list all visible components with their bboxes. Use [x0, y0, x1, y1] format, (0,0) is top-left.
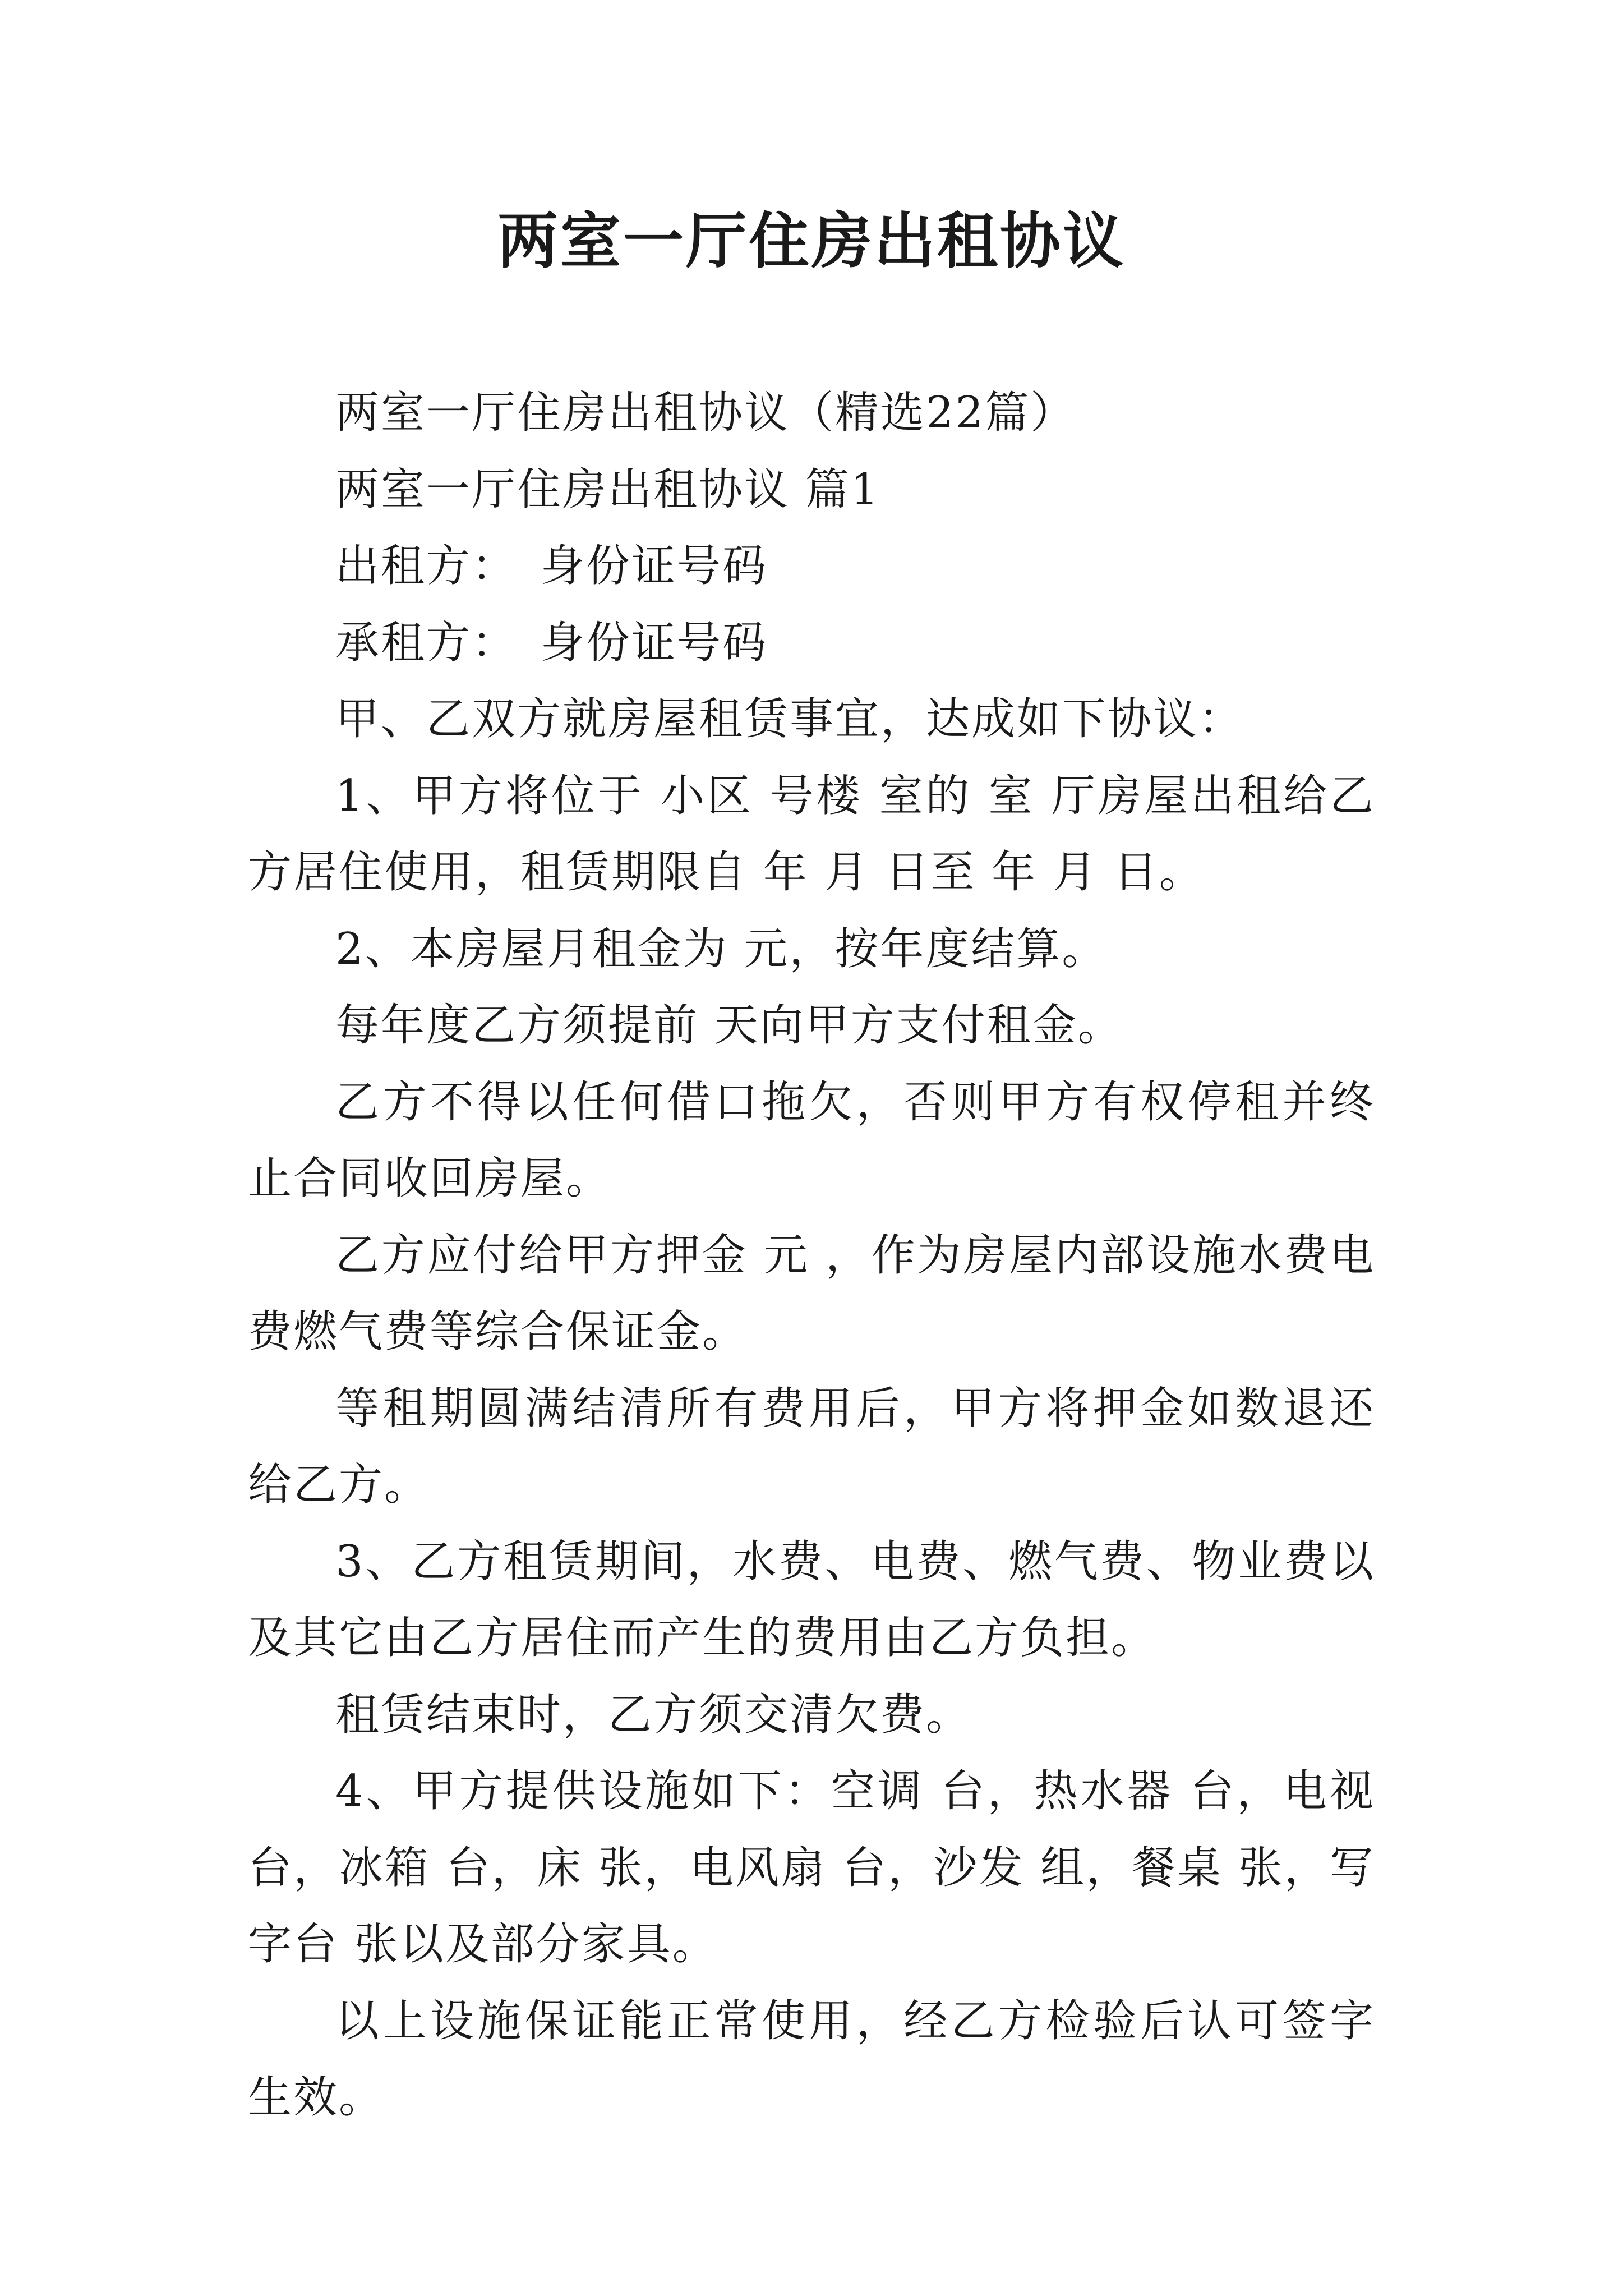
paragraph: 租赁结束时，乙方须交清欠费。 — [335, 1689, 972, 1740]
paragraph: 每年度乙方须提前 天向甲方支付租金。 — [335, 1000, 1123, 1051]
paragraph: 承租方： 身份证号码 — [335, 617, 768, 668]
paragraph: 4、甲方提供设施如下：空调 台，热水器 台，电视 台，冰箱 台，床 张，电风扇 台，沙发 组，餐桌 张，写字台 张以及部分家具。 — [248, 1766, 1375, 1970]
paragraph: 乙方不得以任何借口拖欠，否则甲方有权停租并终止合同收回房屋。 — [248, 1076, 1375, 1204]
paragraph: 以上设施保证能正常使用，经乙方检验后认可签字生效。 — [248, 1995, 1375, 2123]
paragraph: 3、乙方租赁期间，水费、电费、燃气费、物业费以及其它由乙方居住而产生的费用由乙方负担。 — [248, 1536, 1375, 1663]
paragraph: 甲、乙双方就房屋租赁事宜，达成如下协议： — [335, 694, 1244, 744]
paragraph: 乙方应付给甲方押金 元 ，作为房屋内部设施水费电费燃气费等综合保证金。 — [248, 1230, 1375, 1357]
paragraph: 等租期圆满结清所有费用后，甲方将押金如数退还给乙方。 — [248, 1383, 1375, 1510]
paragraph: 2、本房屋月租金为 元，按年度结算。 — [335, 923, 1108, 974]
paragraph: 两室一厅住房出租协议 篇1 — [335, 464, 880, 515]
document-title: 两室一厅住房出租协议 — [497, 206, 1126, 277]
paragraph: 出租方： 身份证号码 — [335, 541, 768, 591]
paragraph: 1、甲方将位于 小区 号楼 室的 室 厅房屋出租给乙方居住使用，租赁期限自 年 月 日至 年 月 日。 — [248, 770, 1375, 898]
document-body — [248, 375, 1375, 2136]
paragraph: 两室一厅住房出租协议（精选22篇） — [335, 388, 1076, 438]
